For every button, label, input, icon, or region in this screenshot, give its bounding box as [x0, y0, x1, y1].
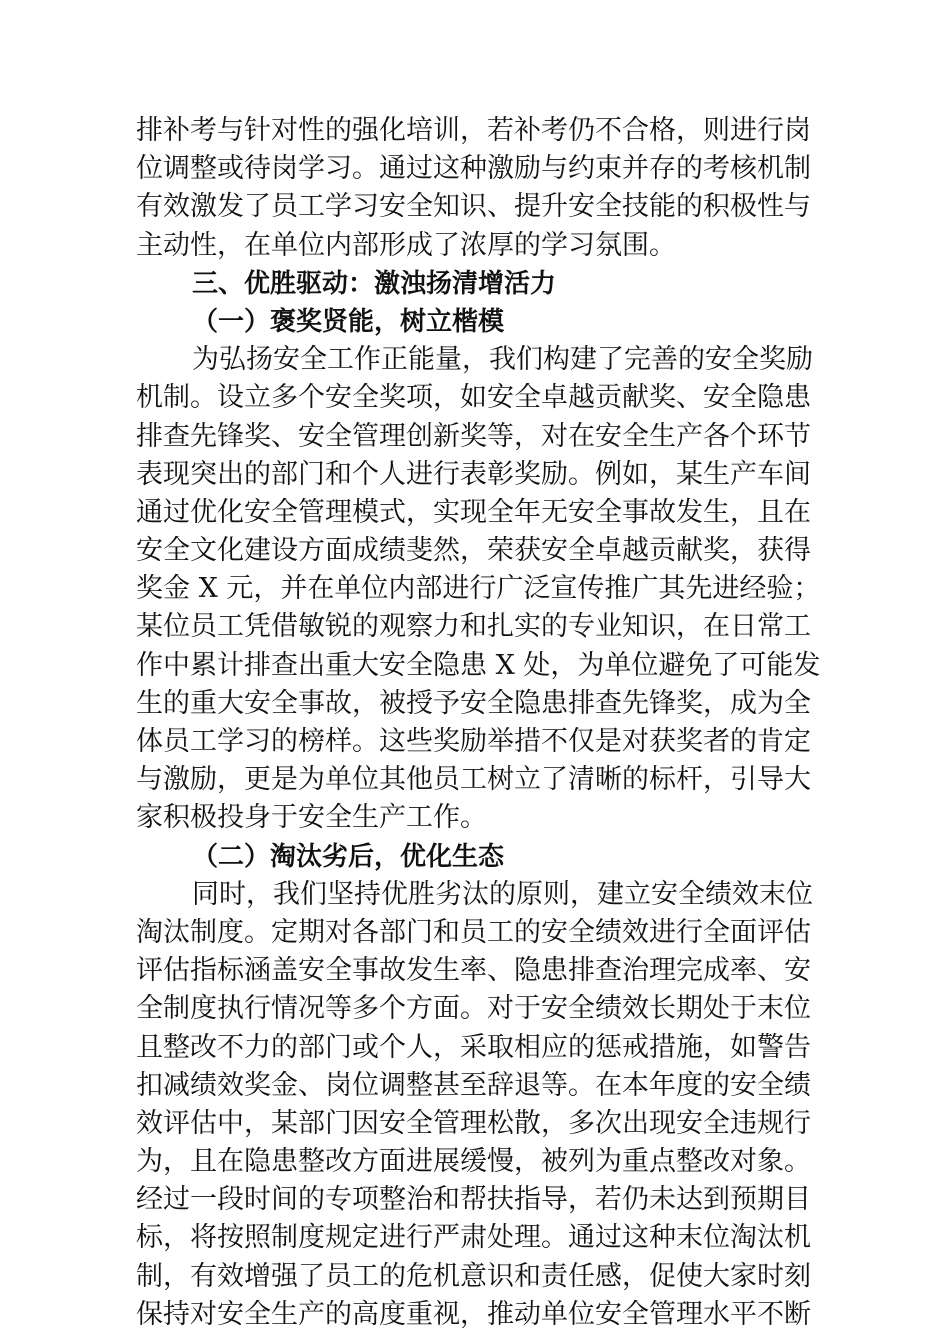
paragraph-line: 排补考与针对性的强化培训，若补考仍不合格，则进行岗 [136, 115, 811, 146]
paragraph-line: 位调整或待岗学习。通过这种激励与约束并存的考核机制 [136, 153, 811, 185]
paragraph-line: 表现突出的部门和个人进行表彰奖励。例如，某生产车间 [136, 458, 811, 490]
paragraph-line: 保持对安全生产的高度重视，推动单位安全管理水平不断 [136, 1298, 811, 1330]
paragraph-line: 通过优化安全管理模式，实现全年无安全事故发生，且在 [136, 496, 811, 528]
paragraph-line: 同时，我们坚持优胜劣汰的原则，建立安全绩效末位 [192, 878, 813, 910]
paragraph-line: 作中累计排查出重大安全隐患 X 处，为单位避免了可能发 [136, 649, 821, 681]
section-heading: 三、优胜驱动：激浊扬清增活力 [192, 268, 557, 299]
document-page [136, 112, 821, 1334]
paragraph-line: 淘汰制度。定期对各部门和员工的安全绩效进行全面评估 [136, 916, 811, 948]
paragraph-line: 全制度执行情况等多个方面。对于安全绩效长期处于末位 [136, 993, 811, 1025]
paragraph-line: 体员工学习的榜样。这些奖励举措不仅是对获奖者的肯定 [136, 726, 811, 757]
paragraph-line: 机制。设立多个安全奖项，如安全卓越贡献奖、安全隐患 [136, 382, 811, 414]
paragraph-line: 某位员工凭借敏锐的观察力和扎实的专业知识，在日常工 [136, 611, 811, 643]
paragraph-line: 为，且在隐患整改方面进展缓慢，被列为重点整改对象。 [136, 1146, 811, 1178]
subsection-heading: （一）褒奖贤能，树立楷模 [192, 306, 505, 337]
paragraph-line: 家积极投身于安全生产工作。 [136, 802, 487, 834]
paragraph-line: 有效激发了员工学习安全知识、提升安全技能的积极性与 [136, 191, 811, 223]
paragraph-line: 奖金 X 元，并在单位内部进行广泛宣传推广其先进经验； [136, 573, 821, 605]
paragraph-line: 排查先锋奖、安全管理创新奖等，对在安全生产各个环节 [136, 420, 811, 452]
paragraph-line: 为弘扬安全工作正能量，我们构建了完善的安全奖励 [192, 344, 813, 376]
paragraph-line: 与激励，更是为单位其他员工树立了清晰的标杆，引导大 [136, 764, 811, 796]
paragraph-line: 标，将按照制度规定进行严肃处理。通过这种末位淘汰机 [136, 1222, 811, 1254]
paragraph-line: 扣减绩效奖金、岗位调整甚至辞退等。在本年度的安全绩 [136, 1069, 811, 1101]
paragraph-line: 经过一段时间的专项整治和帮扶指导，若仍未达到预期目 [136, 1184, 811, 1216]
paragraph-line: 且整改不力的部门或个人，采取相应的惩戒措施，如警告 [136, 1031, 811, 1063]
paragraph-line: 制，有效增强了员工的危机意识和责任感，促使大家时刻 [136, 1260, 811, 1292]
paragraph-line: 评估指标涵盖安全事故发生率、隐患排查治理完成率、安 [136, 955, 811, 987]
paragraph-line: 效评估中，某部门因安全管理松散，多次出现安全违规行 [136, 1107, 811, 1139]
paragraph-line: 主动性，在单位内部形成了浓厚的学习氛围。 [136, 229, 676, 261]
paragraph-line: 生的重大安全事故，被授予安全隐患排查先锋奖，成为全 [136, 687, 811, 719]
subsection-heading: （二）淘汰劣后，优化生态 [192, 841, 505, 872]
paragraph-line: 安全文化建设方面成绩斐然，荣获安全卓越贡献奖，获得 [136, 535, 811, 567]
